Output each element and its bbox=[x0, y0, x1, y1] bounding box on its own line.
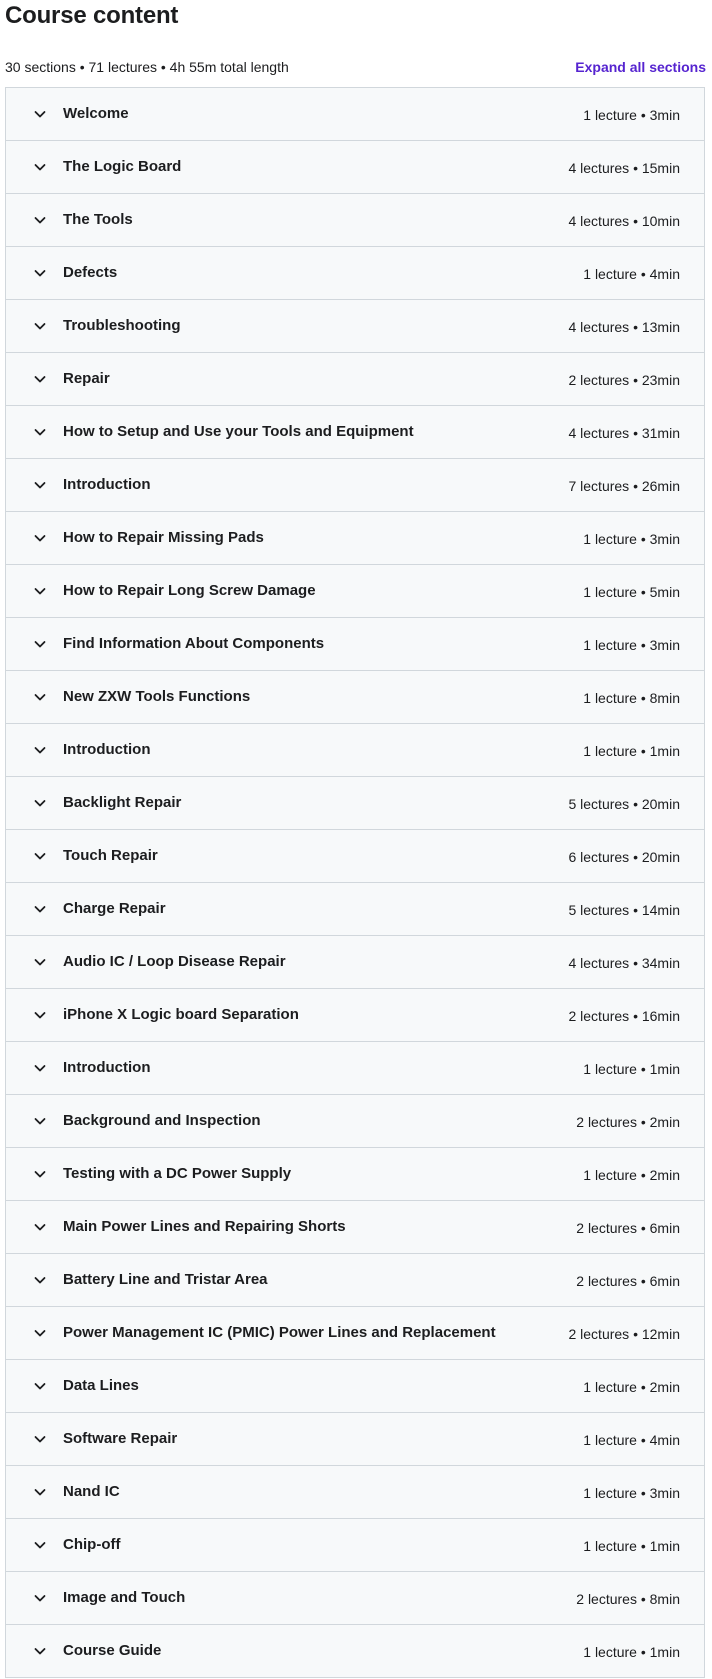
section-title: Software Repair bbox=[63, 1430, 178, 1447]
section-meta: 1 lecture • 8min bbox=[583, 690, 680, 706]
chevron-down-icon bbox=[32, 1325, 48, 1341]
section-row[interactable] bbox=[6, 247, 704, 300]
section-row[interactable] bbox=[6, 353, 704, 406]
chevron-down-icon bbox=[32, 265, 48, 281]
section-meta: 1 lecture • 4min bbox=[583, 266, 680, 282]
section-meta: 1 lecture • 3min bbox=[583, 1485, 680, 1501]
section-row[interactable] bbox=[6, 565, 704, 618]
section-row[interactable] bbox=[6, 1307, 704, 1360]
section-row[interactable] bbox=[6, 777, 704, 830]
chevron-down-icon bbox=[32, 1060, 48, 1076]
section-meta: 6 lectures • 20min bbox=[568, 849, 680, 865]
section-meta: 1 lecture • 1min bbox=[583, 743, 680, 759]
section-title: Welcome bbox=[63, 105, 129, 122]
section-title: Data Lines bbox=[63, 1377, 139, 1394]
section-row[interactable] bbox=[6, 1572, 704, 1625]
section-meta: 4 lectures • 15min bbox=[568, 160, 680, 176]
section-title: Touch Repair bbox=[63, 847, 158, 864]
section-row[interactable] bbox=[6, 459, 704, 512]
chevron-down-icon bbox=[32, 212, 48, 228]
section-title: Audio IC / Loop Disease Repair bbox=[63, 953, 286, 970]
section-meta: 1 lecture • 3min bbox=[583, 531, 680, 547]
section-title: Nand IC bbox=[63, 1483, 120, 1500]
section-row[interactable] bbox=[6, 1625, 704, 1678]
section-row[interactable] bbox=[6, 671, 704, 724]
section-meta: 1 lecture • 1min bbox=[583, 1538, 680, 1554]
chevron-down-icon bbox=[32, 424, 48, 440]
chevron-down-icon bbox=[32, 742, 48, 758]
chevron-down-icon bbox=[32, 1431, 48, 1447]
section-meta: 2 lectures • 6min bbox=[576, 1273, 680, 1289]
section-title: How to Repair Long Screw Damage bbox=[63, 582, 316, 599]
section-row[interactable] bbox=[6, 936, 704, 989]
section-row[interactable] bbox=[6, 1042, 704, 1095]
section-row[interactable] bbox=[6, 194, 704, 247]
section-meta: 1 lecture • 1min bbox=[583, 1061, 680, 1077]
section-row[interactable] bbox=[6, 141, 704, 194]
chevron-down-icon bbox=[32, 954, 48, 970]
section-row[interactable] bbox=[6, 1095, 704, 1148]
chevron-down-icon bbox=[32, 795, 48, 811]
section-meta: 2 lectures • 16min bbox=[568, 1008, 680, 1024]
chevron-down-icon bbox=[32, 477, 48, 493]
section-meta: 1 lecture • 3min bbox=[583, 107, 680, 123]
chevron-down-icon bbox=[32, 1643, 48, 1659]
chevron-down-icon bbox=[32, 106, 48, 122]
section-title: Find Information About Components bbox=[63, 635, 325, 652]
section-row[interactable] bbox=[6, 724, 704, 777]
section-title: Chip-off bbox=[63, 1536, 121, 1553]
section-meta: 1 lecture • 4min bbox=[583, 1432, 680, 1448]
section-row[interactable] bbox=[6, 1360, 704, 1413]
section-title: Troubleshooting bbox=[63, 317, 181, 334]
chevron-down-icon bbox=[32, 1219, 48, 1235]
section-title: New ZXW Tools Functions bbox=[63, 688, 251, 705]
chevron-down-icon bbox=[32, 1113, 48, 1129]
section-meta: 5 lectures • 20min bbox=[568, 796, 680, 812]
chevron-down-icon bbox=[32, 689, 48, 705]
chevron-down-icon bbox=[32, 1378, 48, 1394]
section-title: Battery Line and Tristar Area bbox=[63, 1271, 268, 1288]
course-summary-bar bbox=[5, 55, 705, 79]
section-meta: 2 lectures • 8min bbox=[576, 1591, 680, 1607]
section-title: Main Power Lines and Repairing Shorts bbox=[63, 1218, 346, 1235]
section-row[interactable] bbox=[6, 300, 704, 353]
section-title: Defects bbox=[63, 264, 118, 281]
section-meta: 4 lectures • 31min bbox=[568, 425, 680, 441]
section-meta: 5 lectures • 14min bbox=[568, 902, 680, 918]
section-title: Introduction bbox=[63, 476, 151, 493]
section-row[interactable] bbox=[6, 512, 704, 565]
section-title: Testing with a DC Power Supply bbox=[63, 1165, 292, 1182]
section-row[interactable] bbox=[6, 88, 704, 141]
chevron-down-icon bbox=[32, 1007, 48, 1023]
section-title: Backlight Repair bbox=[63, 794, 182, 811]
chevron-down-icon bbox=[32, 530, 48, 546]
chevron-down-icon bbox=[32, 1272, 48, 1288]
expand-all-sections-button[interactable]: Expand all sections bbox=[575, 59, 706, 75]
section-meta: 4 lectures • 34min bbox=[568, 955, 680, 971]
section-row[interactable] bbox=[6, 1413, 704, 1466]
chevron-down-icon bbox=[32, 1537, 48, 1553]
section-title: Introduction bbox=[63, 741, 151, 758]
section-title: The Logic Board bbox=[63, 158, 182, 175]
section-row[interactable] bbox=[6, 1254, 704, 1307]
section-title: Charge Repair bbox=[63, 900, 166, 917]
section-title: How to Repair Missing Pads bbox=[63, 529, 264, 546]
section-row[interactable] bbox=[6, 830, 704, 883]
section-row[interactable] bbox=[6, 883, 704, 936]
section-title: The Tools bbox=[63, 211, 133, 228]
section-title: How to Setup and Use your Tools and Equipment bbox=[63, 423, 414, 440]
section-row[interactable] bbox=[6, 618, 704, 671]
course-summary: 30 sections • 71 lectures • 4h 55m total length bbox=[5, 59, 289, 75]
section-row[interactable] bbox=[6, 1466, 704, 1519]
section-title: Course Guide bbox=[63, 1642, 162, 1659]
section-row[interactable] bbox=[6, 1201, 704, 1254]
section-meta: 1 lecture • 2min bbox=[583, 1379, 680, 1395]
section-meta: 2 lectures • 6min bbox=[576, 1220, 680, 1236]
chevron-down-icon bbox=[32, 636, 48, 652]
chevron-down-icon bbox=[32, 159, 48, 175]
section-title: Introduction bbox=[63, 1059, 151, 1076]
section-meta: 2 lectures • 12min bbox=[568, 1326, 680, 1342]
chevron-down-icon bbox=[32, 1166, 48, 1182]
chevron-down-icon bbox=[32, 1484, 48, 1500]
chevron-down-icon bbox=[32, 901, 48, 917]
chevron-down-icon bbox=[32, 371, 48, 387]
section-title: Power Management IC (PMIC) Power Lines and Replacement bbox=[63, 1324, 496, 1341]
chevron-down-icon bbox=[32, 583, 48, 599]
section-title: Background and Inspection bbox=[63, 1112, 261, 1129]
chevron-down-icon bbox=[32, 848, 48, 864]
section-meta: 4 lectures • 13min bbox=[568, 319, 680, 335]
section-meta: 2 lectures • 2min bbox=[576, 1114, 680, 1130]
section-meta: 1 lecture • 1min bbox=[583, 1644, 680, 1660]
section-meta: 1 lecture • 5min bbox=[583, 584, 680, 600]
section-row[interactable] bbox=[6, 1148, 704, 1201]
section-meta: 2 lectures • 23min bbox=[568, 372, 680, 388]
section-title: Repair bbox=[63, 370, 110, 387]
section-meta: 1 lecture • 2min bbox=[583, 1167, 680, 1183]
chevron-down-icon bbox=[32, 318, 48, 334]
section-row[interactable] bbox=[6, 406, 704, 459]
section-meta: 1 lecture • 3min bbox=[583, 637, 680, 653]
section-meta: 7 lectures • 26min bbox=[568, 478, 680, 494]
section-row[interactable] bbox=[6, 1519, 704, 1572]
page-title: Course content bbox=[5, 2, 179, 29]
section-list bbox=[5, 87, 705, 1678]
section-row[interactable] bbox=[6, 989, 704, 1042]
section-title: Image and Touch bbox=[63, 1589, 186, 1606]
section-title: iPhone X Logic board Separation bbox=[63, 1006, 299, 1023]
section-meta: 4 lectures • 10min bbox=[568, 213, 680, 229]
chevron-down-icon bbox=[32, 1590, 48, 1606]
